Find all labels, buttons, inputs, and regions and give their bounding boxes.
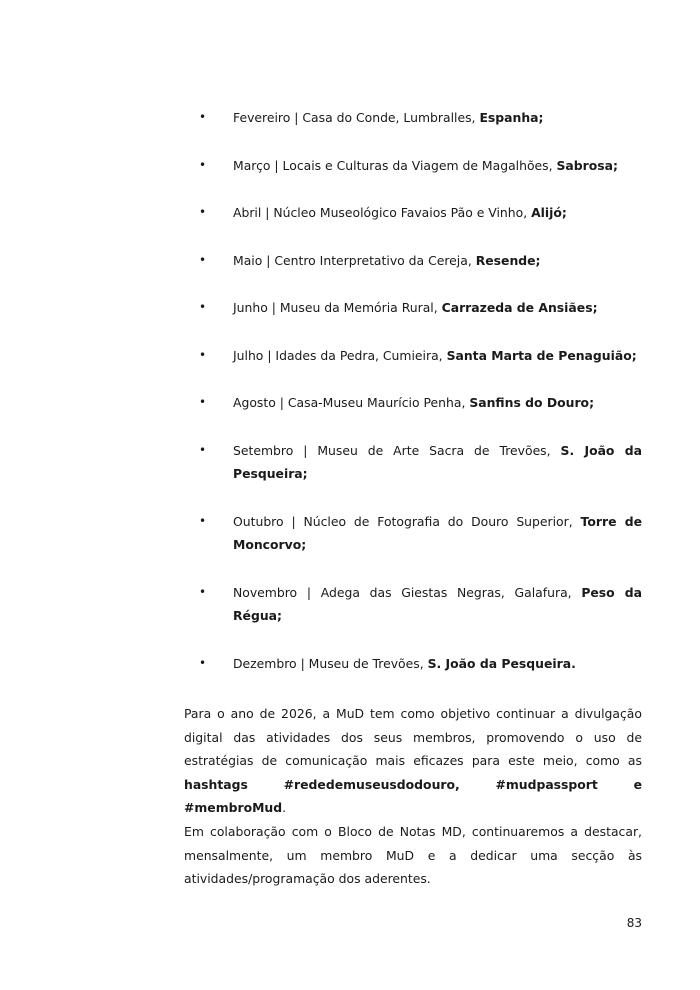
- bullet-icon: •: [199, 395, 207, 409]
- list-item-location: Sanfins do Douro;: [469, 395, 595, 410]
- list-item-location: Peso da Régua;: [233, 584, 642, 623]
- list-item: [196, 510, 642, 557]
- list-item: [196, 439, 642, 486]
- page-number: 83: [626, 916, 642, 930]
- digital-communication-paragraph: [184, 702, 642, 820]
- paragraph-end: .: [282, 800, 287, 816]
- bullet-icon: •: [199, 655, 207, 670]
- list-item-location: Resende;: [475, 252, 541, 268]
- paragraph-text: Para o ano de 2026, a MuD tem como objetivo continuar a divulgação digital das atividades dos seus membros, promovendo o uso de estratégias de comunicação mais eficazes para este meio, como as: [184, 706, 642, 769]
- monthly-members-list: [196, 106, 642, 699]
- bullet-icon: •: [199, 442, 207, 457]
- bullet-icon: •: [199, 584, 207, 599]
- list-item: [196, 344, 642, 368]
- list-item: [196, 581, 642, 628]
- list-item-location: Alijó;: [531, 205, 567, 220]
- list-item-location: Carrazeda de Ansiães;: [441, 300, 598, 315]
- list-item-text: Fevereiro | Casa do Conde, Lumbralles,: [233, 110, 480, 125]
- bullet-icon: •: [199, 347, 207, 362]
- list-item-text: Dezembro | Museu de Trevões,: [233, 655, 428, 671]
- list-item-text: Setembro | Museu de Arte Sacra de Trevões,: [233, 442, 561, 458]
- list-item-location: S. João da Pesqueira.: [427, 655, 576, 671]
- list-item-location: Santa Marta de Penaguião;: [446, 347, 637, 363]
- list-item-text: Julho | Idades da Pedra, Cumieira,: [233, 347, 447, 363]
- list-item-text: Junho | Museu da Memória Rural,: [233, 300, 442, 315]
- list-item-location: Sabrosa;: [556, 157, 618, 173]
- list-item: [196, 249, 642, 273]
- list-item-text: Maio | Centro Interpretativo da Cereja,: [233, 252, 476, 268]
- list-item: [196, 201, 642, 225]
- list-item: [196, 154, 642, 178]
- list-item-text: Março | Locais e Culturas da Viagem de Magalhões,: [233, 157, 557, 173]
- list-item-text: Novembro | Adega das Giestas Negras, Galafura,: [233, 584, 582, 600]
- bullet-icon: •: [199, 513, 207, 528]
- bullet-icon: •: [199, 300, 207, 314]
- list-item-location: Torre de Moncorvo;: [233, 513, 642, 552]
- list-item-location: S. João da Pesqueira;: [233, 442, 642, 481]
- list-item: [196, 296, 642, 320]
- list-item: [196, 652, 642, 676]
- list-item-text: Outubro | Núcleo de Fotografia do Douro Superior,: [233, 513, 581, 529]
- collaboration-paragraph: Em colaboração com o Bloco de Notas MD, continuaremos a destacar, mensalmente, um membro MuD e a dedicar uma secção às atividades/programação dos aderentes.: [184, 824, 642, 887]
- list-item-text: Agosto | Casa-Museu Maurício Penha,: [233, 395, 470, 410]
- list-item: [196, 106, 642, 130]
- bullet-icon: •: [199, 110, 207, 124]
- list-item-location: Espanha;: [479, 110, 544, 125]
- list-item-text: Abril | Núcleo Museológico Favaios Pão e Vinho,: [233, 205, 532, 220]
- bullet-icon: •: [199, 252, 207, 267]
- bullet-icon: •: [199, 157, 207, 172]
- bullet-icon: •: [199, 205, 207, 219]
- hashtags-text: hashtags #rededemuseusdodouro, #mudpassport e #membroMud: [184, 776, 642, 816]
- list-item: [196, 391, 642, 415]
